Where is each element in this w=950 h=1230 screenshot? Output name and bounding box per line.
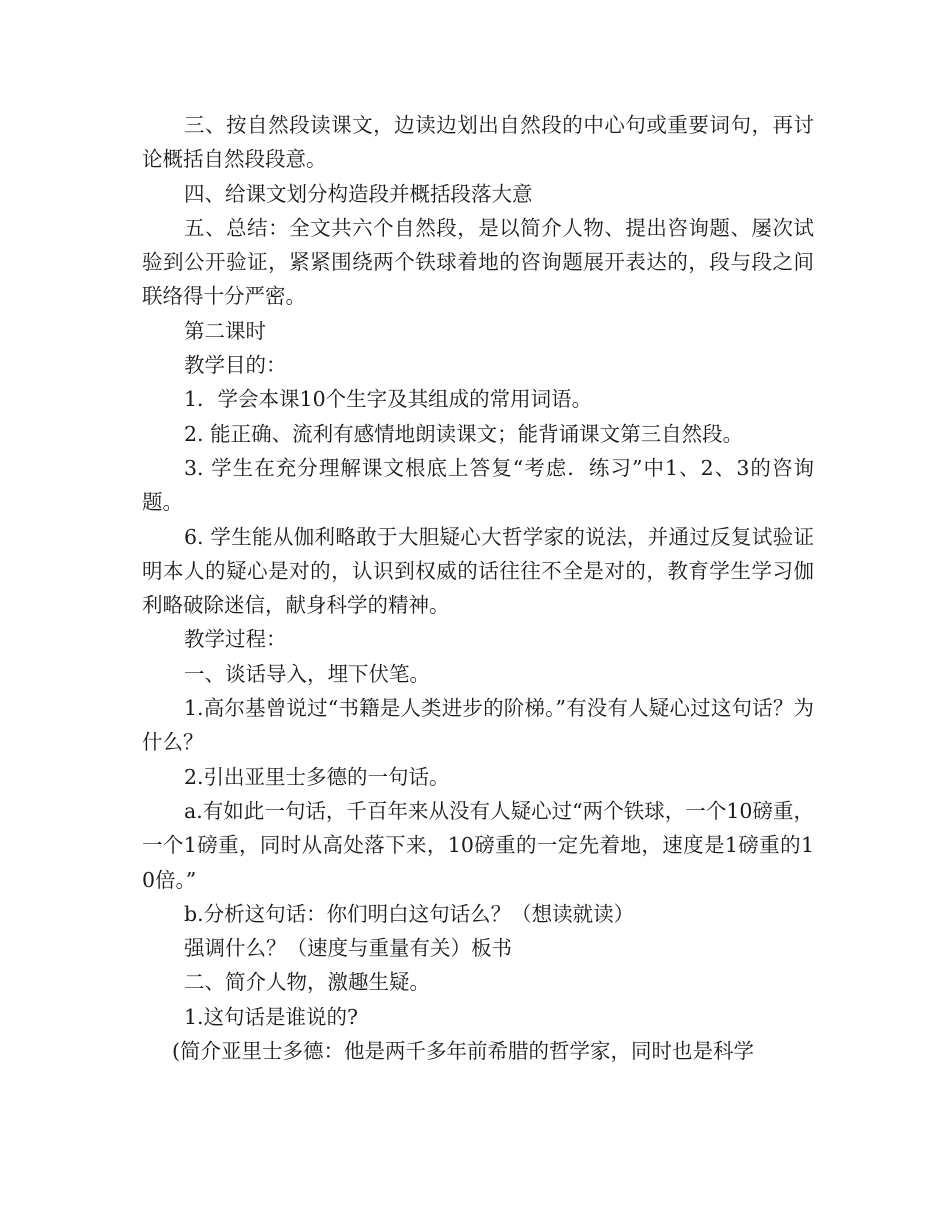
goal-item-6: 6. 学生能从伽利略敢于大胆疑心大哲学家的说法，并通过反复试验证明本人的疑心是对的，认识到权威的话往往不全是对的，教育学生学习伽利略破除迷信，献身科学的精神。 [142, 524, 814, 618]
heading-teaching-process: 教学过程： [184, 627, 287, 652]
paragraph-step-five-summary: 五、总结：全文共六个自然段，是以简介人物、提出咨询题、屡次试验到公开验证，紧紧围绕两个铁球着地的咨询题展开表达的，段与段之间联络得十分严密。 [142, 215, 814, 309]
process-item-b: b.分析这句话：你们明白这句话么？（想读就读） [184, 901, 635, 926]
process-step-two-intro: (简介亚里士多德：他是两千多年前希腊的哲学家，同时也是科学 [172, 1039, 754, 1064]
process-item-2: 2.引出亚里士多德的一句话。 [184, 764, 450, 789]
process-emphasis-line: 强调什么？（速度与重量有关）板书 [184, 936, 512, 961]
process-item-a: a.有如此一句话，千百年来从没有人疑心过“两个铁球，一个10磅重，一个1磅重，同时从高处落下来，10磅重的一定先着地，速度是1磅重的10倍。” [142, 798, 814, 892]
goal-item-3: 3. 学生在充分理解课文根底上答复“考虑．练习”中1、2、3的咨询题。 [142, 455, 814, 515]
goal-item-2: 2. 能正确、流利有感情地朗读课文；能背诵课文第三自然段。 [184, 421, 744, 446]
process-step-one: 一、谈话导入，埋下伏笔。 [184, 661, 430, 686]
process-step-two-item-1: 1.这句话是谁说的? [184, 1004, 359, 1029]
paragraph-step-four: 四、给课文划分构造段并概括段落大意 [184, 181, 533, 206]
paragraph-step-three: 三、按自然段读课文，边读边划出自然段的中心句或重要词句，再讨论概括自然段段意。 [142, 113, 814, 172]
document-body [142, 108, 814, 1068]
process-item-1: 1.高尔基曾说过“书籍是人类进步的阶梯。”有没有人疑心过这句话？为什么？ [142, 696, 814, 755]
section-heading-second-lesson: 第二课时 [184, 318, 266, 343]
process-step-two: 二、简介人物，激趣生疑。 [184, 970, 430, 995]
heading-teaching-goals: 教学目的： [184, 353, 287, 378]
goal-item-1: 1．学会本课10个生字及其组成的常用词语。 [184, 387, 593, 412]
